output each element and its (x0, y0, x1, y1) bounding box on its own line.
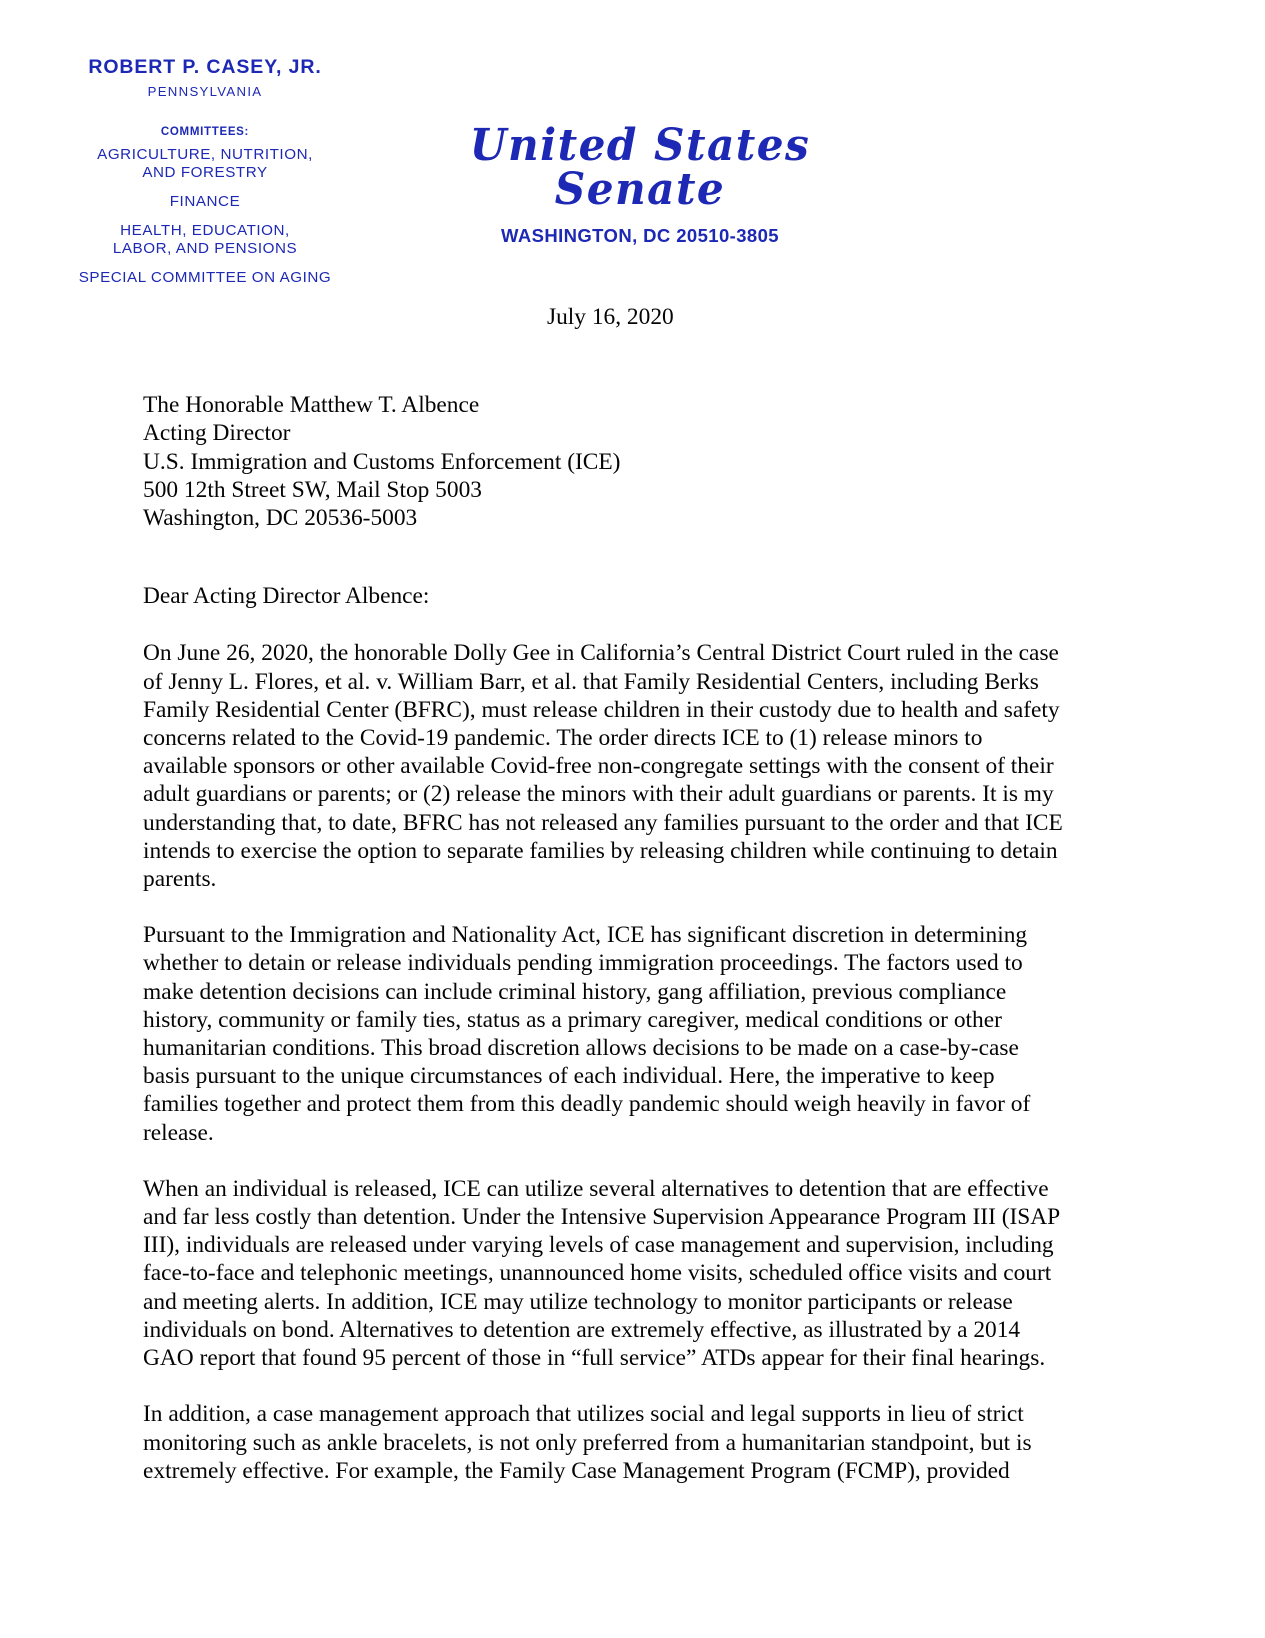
recipient-citystate: Washington, DC 20536-5003 (143, 505, 418, 532)
committee-line: AGRICULTURE, NUTRITION, (97, 146, 313, 164)
recipient-name: The Honorable Matthew T. Albence (143, 392, 480, 419)
senate-location: WASHINGTON, DC 20510-3805 (500, 225, 779, 246)
senator-state: PENNSYLVANIA (147, 84, 263, 99)
masthead (380, 120, 900, 247)
recipient-address (143, 391, 1068, 532)
committee-item (40, 222, 370, 258)
body-paragraph: Pursuant to the Immigration and Nationality Act, ICE has significant discretion in determining whether to detain or release individuals pending immigration proceedings. The factors used to make detention decisions can include criminal history, gang affiliation, previous compliance history, community or family ties, status as a primary caregiver, medical conditions or other humanitarian conditions. This broad discretion allows decisions to be made on a case-by-case basis pursuant to the unique circumstances of each individual. Here, the imperative to keep families together and protect them from this deadly pandemic should weigh heavily in favor of release. (143, 922, 1031, 1146)
committee-line: LABOR, AND PENSIONS (112, 239, 298, 257)
committee-item (40, 146, 370, 182)
salutation: Dear Acting Director Albence: (143, 583, 430, 610)
committee-line: HEALTH, EDUCATION, (120, 221, 290, 239)
senator-name: ROBERT P. CASEY, JR. (88, 56, 322, 78)
body-paragraph: When an individual is released, ICE can utilize several alternatives to detention that are effective and far less costly than detention. Under the Intensive Supervision Appearance Program III (ISAP III), individuals are released under varying levels of case management and supervision, including face-to-face and telephonic meetings, unannounced home visits, scheduled office visits and court and meeting alerts. In addition, ICE may utilize technology to monitor participants or release individuals on bond. Alternatives to detention are extremely effective, as illustrated by a 2014 GAO report that found 95 percent of those in “full service” ATDs appear for their final hearings. (143, 1175, 1060, 1372)
senate-title: United States Senate (469, 120, 811, 215)
body-paragraph: On June 26, 2020, the honorable Dolly Gee in California’s Central District Court ruled in the case of Jenny L. Flores, et al. v. William Barr, et al. that Family Residential Centers, including Berks Family Residential Center (BFRC), must release children in their custody due to health and safety concerns related to the Covid-19 pandemic. The order directs ICE to (1) release minors to available sponsors or other available Covid-free non-congregate settings with the consent of their adult guardians or parents; or (2) release the minors with their adult guardians or parents. It is my understanding that, to date, BFRC has not released any families pursuant to the order and that ICE intends to exercise the option to separate families by releasing children while continuing to detain parents. (143, 640, 1063, 893)
recipient-street: 500 12th Street SW, Mail Stop 5003 (143, 476, 482, 503)
letterhead (40, 56, 370, 287)
recipient-title: Acting Director (143, 420, 291, 447)
letter-date: July 16, 2020 (547, 304, 674, 330)
recipient-agency: U.S. Immigration and Customs Enforcement (ICE) (143, 448, 621, 475)
committees-label: COMMITTEES: (160, 125, 250, 138)
letter-body (143, 303, 1068, 1508)
committee-item (40, 269, 370, 287)
committee-line: FINANCE (169, 193, 241, 211)
body-paragraph: In addition, a case management approach that utilizes social and legal supports in lieu of strict monitoring such as ankle bracelets, is not only preferred from a humanitarian standpoint, but is extremely effective. For example, the Family Case Management Program (FCMP), provided (143, 1401, 1032, 1484)
committee-item (40, 193, 370, 211)
committee-line: AND FORESTRY (142, 164, 268, 182)
committee-line: SPECIAL COMMITTEE ON AGING (78, 268, 332, 286)
